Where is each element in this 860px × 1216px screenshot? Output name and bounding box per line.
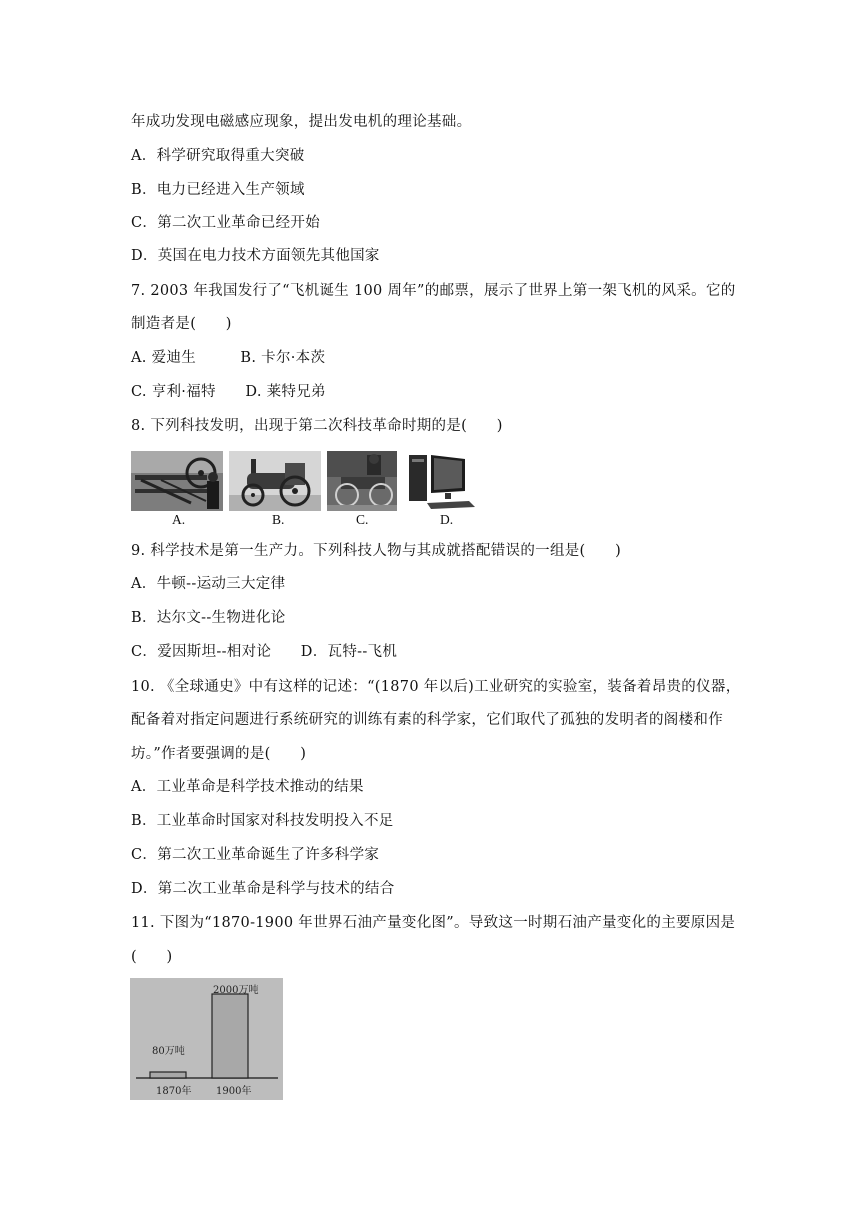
q10-option-b: B．工业革命时国家对科技发明投入不足 bbox=[131, 813, 394, 829]
question-11-cont: ( ) bbox=[131, 949, 173, 965]
question-7: 7. 2003 年我国发行了“飞机诞生 100 周年”的邮票，展示了世界上第一架飞机的风采。它的 bbox=[131, 283, 736, 299]
question-10: 10. 《全球通史》中有这样的记述：“(1870 年以后)工业研究的实验室，装备着昂贵的仪器， bbox=[131, 679, 741, 695]
option-label-a: A. bbox=[172, 512, 186, 527]
question-8: 8. 下列科技发明，出现于第二次科技革命时期的是( ) bbox=[131, 418, 503, 434]
option-b: B．电力已经进入生产领域 bbox=[131, 182, 305, 198]
photo-steam-tractor bbox=[229, 451, 321, 511]
photo-spinning-machine bbox=[131, 451, 223, 511]
option-a: A．科学研究取得重大突破 bbox=[131, 148, 305, 164]
option-d: D．英国在电力技术方面领先其他国家 bbox=[131, 248, 380, 264]
chart-svg bbox=[130, 978, 283, 1100]
q9-options-cd: C．爱因斯坦--相对论 D．瓦特--飞机 bbox=[131, 644, 398, 660]
q9-option-b: B．达尔文--生物进化论 bbox=[131, 610, 286, 626]
q7-options-cd: C. 亨利·福特 D. 莱特兄弟 bbox=[131, 384, 326, 400]
option-c: C．第二次工业革命已经开始 bbox=[131, 215, 320, 231]
question-11: 11. 下图为“1870-1900 年世界石油产量变化图”。导致这一时期石油产量变化的主要原因是 bbox=[131, 915, 736, 931]
data-label-1900: 2000万吨 bbox=[213, 985, 259, 996]
question-9: 9. 科学技术是第一生产力。下列科技人物与其成就搭配错误的一组是( ) bbox=[131, 543, 622, 559]
oil-production-chart bbox=[130, 978, 283, 1100]
tick-label-1900: 1900年 bbox=[216, 1086, 252, 1097]
question-10-cont: 坊。”作者要强调的是( ) bbox=[131, 746, 307, 762]
q10-option-d: D．第二次工业革命是科学与技术的结合 bbox=[131, 881, 395, 897]
option-label-c: C. bbox=[356, 512, 369, 527]
option-label-d: D. bbox=[440, 512, 454, 527]
text-line: 年成功发现电磁感应现象，提出发电机的理论基础。 bbox=[131, 114, 472, 130]
tick-label-1870: 1870年 bbox=[156, 1086, 192, 1097]
bar-1900年 bbox=[212, 994, 248, 1078]
q7-options-ab: A. 爱迪生 B. 卡尔·本茨 bbox=[131, 350, 326, 366]
q10-option-c: C．第二次工业革命诞生了许多科学家 bbox=[131, 847, 380, 863]
q10-option-a: A．工业革命是科学技术推动的结果 bbox=[131, 779, 364, 795]
question-7-cont: 制造者是( ) bbox=[131, 316, 232, 332]
data-label-1870: 80万吨 bbox=[152, 1046, 185, 1057]
bar-1870年 bbox=[150, 1072, 186, 1078]
question-10-cont: 配备着对指定问题进行系统研究的训练有素的科学家，它们取代了孤独的发明者的阁楼和作 bbox=[131, 712, 723, 728]
photo-computer bbox=[403, 451, 475, 511]
option-label-b: B. bbox=[272, 512, 285, 527]
photo-early-automobile bbox=[327, 451, 397, 511]
q9-option-a: A．牛顿--运动三大定律 bbox=[131, 576, 286, 592]
